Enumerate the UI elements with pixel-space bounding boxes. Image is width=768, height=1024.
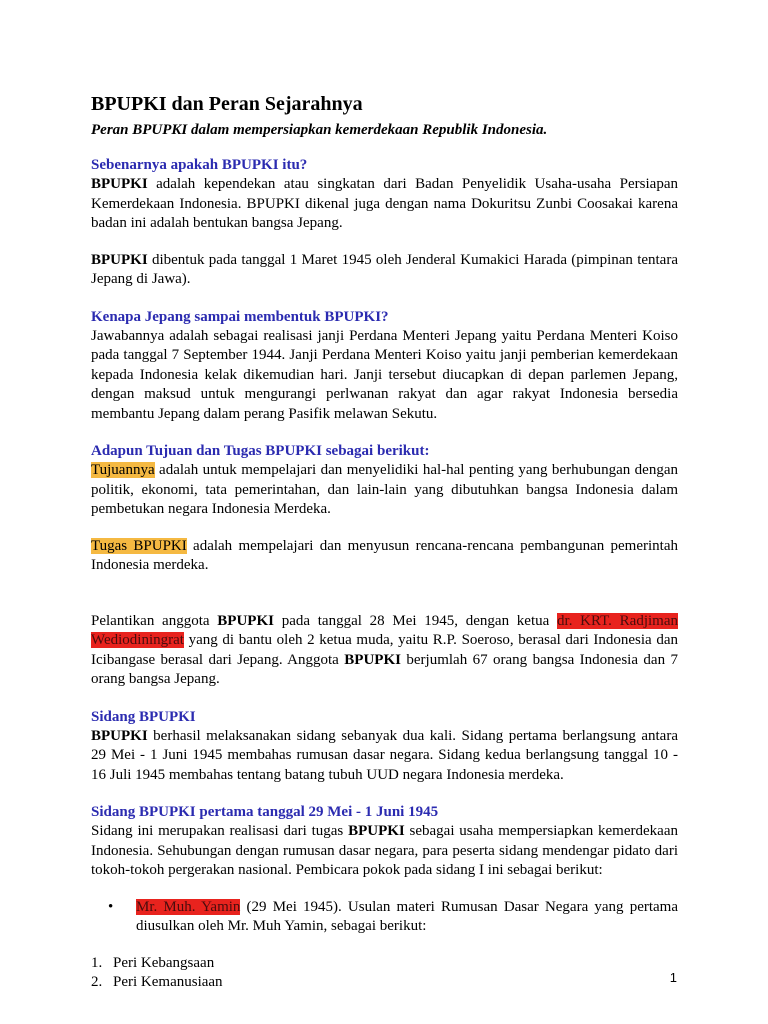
- paragraph-text: adalah kependekan atau singkatan dari Badan Penyelidik Usaha-usaha Persiapan Kemerdekaan Indonesia. BPUPKI dikenal juga dengan nama Dokuritsu Zunbi Coosakai karena badan ini adalah bentukan bangsa Jepang.: [91, 176, 678, 231]
- paragraph-text: Sidang ini merupakan realisasi dari tugas: [91, 823, 349, 839]
- list-item-text: Peri Kebangsaan: [113, 954, 215, 971]
- paragraph: [91, 461, 678, 520]
- highlight-yellow: Tujuannya: [91, 462, 155, 478]
- bold-term: BPUPKI: [91, 251, 148, 268]
- paragraph: [91, 327, 678, 425]
- highlight-yellow: Tugas BPUPKI: [91, 537, 187, 554]
- bullet-list: [91, 898, 678, 937]
- page-number: 1: [669, 970, 677, 985]
- highlight-red: Mr. Muh. Yamin: [136, 898, 241, 915]
- list-item: [91, 954, 678, 974]
- paragraph: [91, 612, 678, 690]
- bullet-icon: •: [108, 898, 114, 915]
- section-heading-sidang: Sidang BPUPKI: [91, 708, 196, 725]
- paragraph-text: pada tanggal 28 Mei 1945, dengan ketua: [273, 612, 558, 629]
- bold-term: BPUPKI: [217, 612, 274, 629]
- numbered-list: [91, 954, 678, 993]
- paragraph-text: adalah mempelajari dan menyusun rencana-rencana pembangunan pemerintah Indonesia merdeka.: [91, 537, 678, 573]
- list-item: [91, 898, 678, 937]
- list-item-text: Peri Kemanusiaan: [113, 974, 223, 990]
- document-page: [91, 92, 678, 993]
- bold-term: BPUPKI: [344, 651, 401, 668]
- bold-term: BPUPKI: [348, 823, 405, 839]
- section-heading-first-session: Sidang BPUPKI pertama tanggal 29 Mei - 1 Juni 1945: [91, 804, 439, 820]
- page-title: BPUPKI dan Peran Sejarahnya: [91, 93, 363, 115]
- section-heading-why-japan: Kenapa Jepang sampai membentuk BPUPKI?: [91, 308, 389, 325]
- section-heading-what-is-bpupki: Sebenarnya apakah BPUPKI itu?: [91, 157, 308, 173]
- paragraph: [91, 727, 678, 786]
- paragraph: [91, 822, 678, 881]
- paragraph-text: berhasil melaksanakan sidang sebanyak dua kali. Sidang pertama berlangsung antara 29 Mei - 1 Juni 1945 membahas rumusan dasar negara. Sidang kedua berlangsung tanggal 10 - 16 Juli 1945 membahas tentang batang tubuh UUD negara Indonesia merdeka.: [91, 727, 678, 783]
- paragraph-text: adalah untuk mempelajari dan menyelidiki hal-hal penting yang berhubungan dengan politik, ekonomi, tata pemerintahan, dan lain-lain yang dibutuhkan bangsa Indonesia dalam pembetukan negara Indonesia Merdeka.: [91, 462, 678, 517]
- paragraph-text: dibentuk pada tanggal 1 Maret 1945 oleh Jenderal Kumakici Harada (pimpinan tentara Jepang di Jawa).: [91, 251, 678, 287]
- list-number: 2.: [91, 974, 103, 990]
- list-item: [91, 973, 678, 993]
- bold-term: BPUPKI: [91, 176, 148, 192]
- paragraph: [91, 251, 678, 290]
- paragraph-text: berjumlah 67 orang bangsa Indonesia dan 7 orang bangsa Jepang.: [91, 651, 678, 687]
- paragraph: [91, 537, 678, 576]
- highlight-red: dr. KRT. Radjiman Wediodiningrat: [91, 612, 678, 648]
- list-item-text: (29 Mei 1945). Usulan materi Rumusan Dasar Negara yang pertama diusulkan oleh Mr. Muh Yamin, sebagai berikut:: [136, 898, 678, 934]
- paragraph-text: yang di bantu oleh 2 ketua muda, yaitu R.P. Soeroso, berasal dari Indonesia dan Icibangase berasal dari Jepang. Anggota: [91, 632, 678, 668]
- list-number: 1.: [91, 954, 103, 971]
- bold-term: BPUPKI: [91, 727, 148, 744]
- paragraph-text: Pelantikan anggota: [91, 612, 218, 629]
- paragraph-text: sebagai usaha mempersiapkan kemerdekaan Indonesia. Sehubungan dengan rumusan dasar negara, para peserta sidang mendengar pidato dari tokoh-tokoh pergerakan nasional. Pembicara pokok pada sidang I ini sebagai berikut:: [91, 823, 678, 878]
- page-subtitle: Peran BPUPKI dalam mempersiapkan kemerdekaan Republik Indonesia.: [91, 122, 548, 138]
- paragraph: [91, 175, 678, 234]
- paragraph-text: Jawabannya adalah sebagai realisasi janji Perdana Menteri Jepang yaitu Perdana Menteri Koiso pada tanggal 7 September 1944. Janji Perdana Menteri Koiso yaitu janji pemberian kemerdekaan kepada Indonesia kelak dikemudian hari. Janji tersebut diucapkan di depan parlemen Jepang, dengan maksud untuk mengurangi perlwanan rakyat dan agar rakyat Indonesia bersedia membantu Jepang dalam perang Pasifik melawan Sekutu.: [91, 327, 678, 422]
- section-heading-goals-tasks: Adapun Tujuan dan Tugas BPUPKI sebagai berikut:: [91, 443, 430, 459]
